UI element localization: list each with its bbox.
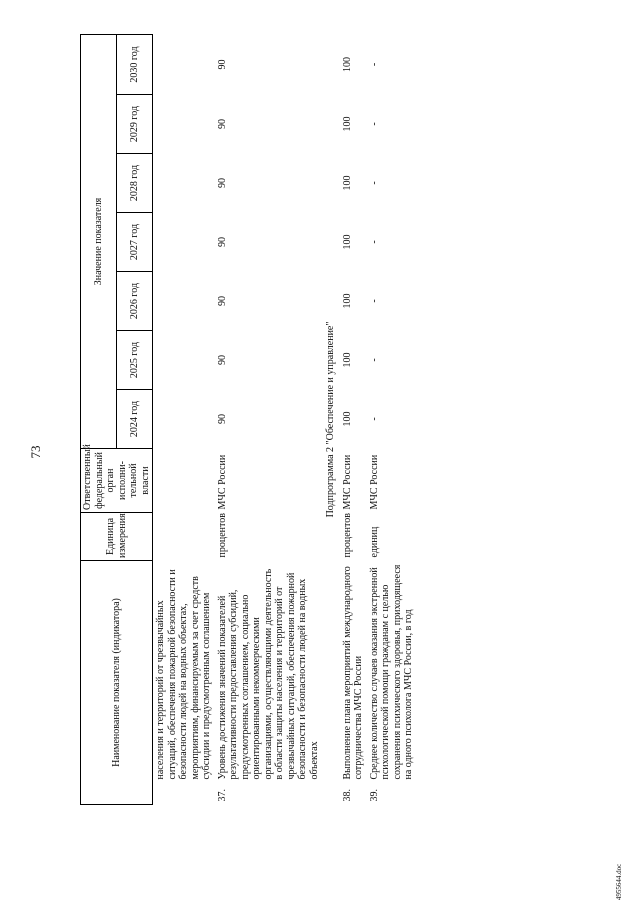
unit-cell: процентов (216, 513, 228, 558)
table-row-continuation (153, 34, 215, 804)
value-cell: - (368, 181, 380, 185)
value-cell: 100 (341, 352, 353, 368)
header-year: 2029 год (117, 94, 153, 153)
row-number: 37. (216, 789, 228, 802)
value-cell: - (368, 299, 380, 303)
continued-indicator-name: населения и территорий от чрезвычайных ситуаций, обеспечения пожарной безопасности и безопасности людей на водных объектах, мероприятиям, финансируемым за счет средств субсидии и предусмотренным соглашением (155, 569, 212, 780)
header-name: Наименование показателя (индикатора) (81, 560, 153, 804)
value-cell: 100 (341, 116, 353, 132)
agency-cell: МЧС России (341, 454, 353, 510)
rotated-table-container (80, 35, 540, 805)
header-year: 2024 год (117, 389, 153, 448)
subprogram-heading: Подпрограмма 2 "Обеспечение и управление" (325, 321, 336, 518)
header-unit: Единица измерения (81, 512, 153, 560)
indicator-name: Уровень достижения значений показателей результативности предоставления субсидий, предусмотренных соглашением, социально ориентированными некоммерческими организациями, осуществляющими деятельность в области защиты населения и территорий от чрезвычайных ситуаций, обеспечения пожарной безопасности и безопасности людей на водных объектах (216, 568, 320, 780)
header-year: 2026 год (117, 271, 153, 330)
value-cell: 100 (341, 411, 353, 427)
row-number: 39. (368, 789, 380, 802)
header-year: 2025 год (117, 330, 153, 389)
agency-cell: МЧС России (216, 454, 228, 510)
table-row (340, 34, 367, 804)
unit-cell: процентов (341, 513, 353, 558)
value-cell: 90 (216, 295, 228, 306)
indicator-name: Среднее количество случаев оказания экстренной психологической помощи гражданам с целью сохранения психического здоровья, приходящееся на одного психолога МЧС России, в год (368, 564, 414, 780)
table-row (367, 34, 417, 804)
value-cell: - (368, 417, 380, 421)
header-agency: Ответственный федеральный орган исполни-тельной власти (81, 448, 153, 512)
value-cell: 90 (216, 118, 228, 129)
value-cell: - (368, 122, 380, 126)
value-cell: 100 (341, 56, 353, 72)
value-cell: 100 (341, 234, 353, 250)
subprogram-heading-row (322, 34, 340, 804)
value-cell: 90 (216, 413, 228, 424)
value-cell: 90 (216, 236, 228, 247)
header-year: 2030 год (117, 34, 153, 94)
agency-cell: МЧС России (368, 454, 380, 510)
table-row (215, 34, 323, 804)
header-year: 2028 год (117, 153, 153, 212)
unit-cell: единиц (368, 526, 380, 558)
value-cell: 90 (216, 59, 228, 70)
table-header-row-1 (81, 34, 117, 804)
row-number: 38. (341, 789, 353, 802)
value-cell: - (368, 240, 380, 244)
value-cell: 100 (341, 293, 353, 309)
value-cell: 90 (216, 177, 228, 188)
header-value-group: Значение показателя (81, 34, 117, 448)
page-number: 73 (28, 445, 43, 459)
value-cell: - (368, 358, 380, 362)
indicators-table (80, 34, 417, 805)
value-cell: - (368, 62, 380, 67)
header-year: 2027 год (117, 212, 153, 271)
indicator-name: Выполнение плана мероприятий международного сотрудничества МЧС России (341, 566, 364, 780)
value-cell: 100 (341, 175, 353, 191)
value-cell: 90 (216, 354, 228, 365)
document-code: 4955644.doc (615, 863, 623, 901)
